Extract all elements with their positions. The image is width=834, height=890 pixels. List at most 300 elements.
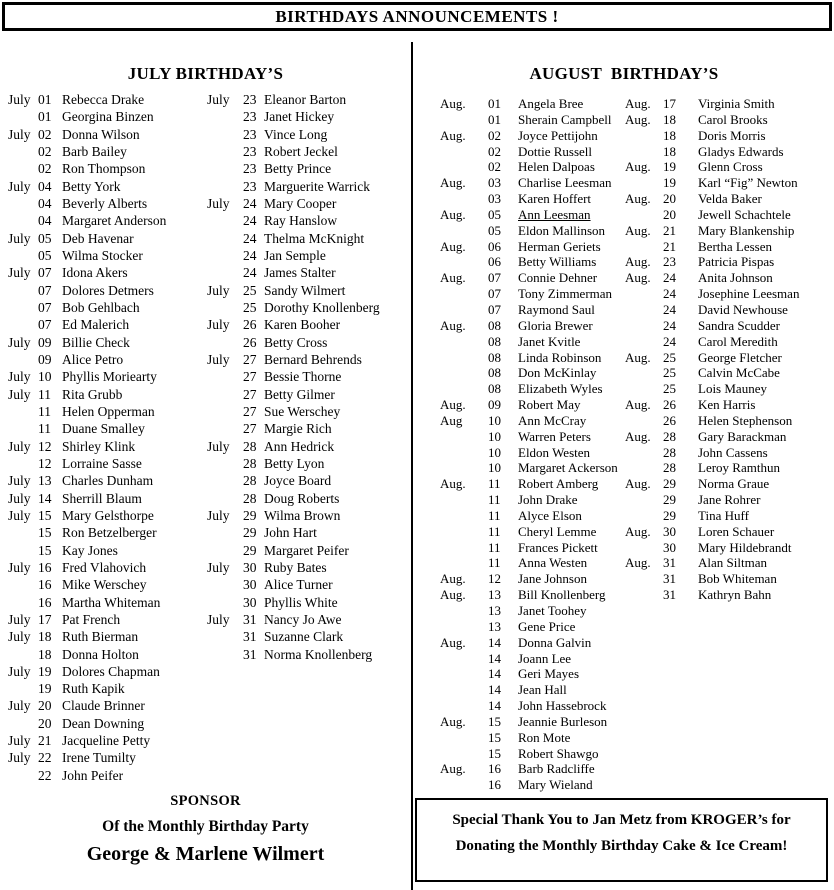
birthday-row: [207, 594, 407, 611]
day-label: 05: [488, 222, 501, 238]
day-label: 11: [38, 403, 51, 419]
birthday-row: [625, 540, 830, 556]
day-label: 18: [38, 646, 52, 662]
day-label: 09: [38, 351, 52, 367]
month-label: [207, 455, 243, 472]
day-label: 02: [488, 159, 501, 175]
birthday-row: [207, 490, 407, 507]
month-label: [440, 460, 488, 476]
day-label: 30: [243, 559, 257, 575]
day-label: 23: [243, 126, 257, 142]
name-label: Martha Whiteman: [62, 594, 161, 610]
name-label: Ken Harris: [698, 397, 756, 413]
birthday-row: [440, 175, 625, 191]
birthday-row: [625, 254, 830, 270]
birthday-row: [625, 571, 830, 587]
name-label: Leroy Ramthun: [698, 460, 780, 476]
day-label: 15: [38, 507, 52, 523]
day-label: 08: [488, 333, 501, 349]
birthday-row: [440, 635, 625, 651]
name-label: Doug Roberts: [264, 490, 340, 506]
month-label: [625, 540, 663, 556]
month-label: Aug.: [440, 761, 466, 777]
section-divider: [411, 42, 413, 890]
name-label: Duane Smalley: [62, 421, 145, 437]
name-label: Bob Whiteman: [698, 571, 777, 587]
day-label: 11: [38, 421, 51, 437]
name-label: Sue Werschey: [264, 403, 341, 419]
day-label: 19: [38, 681, 52, 697]
month-label: [625, 334, 663, 350]
birthday-row: [440, 445, 625, 461]
day-label: 11: [38, 386, 51, 402]
day-label: 11: [488, 476, 501, 492]
month-label: [8, 715, 38, 732]
month-label: [625, 175, 663, 191]
day-label: 18: [663, 143, 676, 159]
birthday-row: [625, 492, 830, 508]
birthday-row: [440, 112, 625, 128]
day-label: 17: [663, 96, 676, 111]
month-label: [8, 108, 38, 125]
august-column-2: [625, 96, 830, 603]
name-label: Marguerite Warrick: [264, 178, 370, 194]
name-label: Jeannie Burleson: [518, 713, 608, 729]
name-label: Rebecca Drake: [62, 92, 145, 107]
birthday-row: [8, 282, 204, 299]
birthday-row: [440, 381, 625, 397]
day-label: 29: [243, 525, 257, 541]
birthday-row: [440, 682, 625, 698]
name-label: Angela Bree: [518, 96, 584, 111]
day-label: 04: [38, 195, 52, 211]
month-label: [8, 316, 38, 333]
day-label: 24: [663, 301, 676, 317]
month-label: Aug.: [440, 175, 466, 191]
month-label: [8, 195, 38, 212]
birthday-row: [625, 555, 830, 571]
birthday-row: [207, 108, 407, 125]
birthday-row: [440, 334, 625, 350]
birthday-row: [207, 646, 407, 663]
name-label: Margaret Ackerson: [518, 460, 618, 476]
day-label: 08: [488, 365, 501, 381]
month-label: [207, 212, 243, 229]
birthday-row: [8, 178, 204, 195]
name-label: Rita Grubb: [62, 386, 123, 402]
month-label: [440, 666, 488, 682]
month-label: [625, 445, 663, 461]
birthday-row: [440, 318, 625, 334]
month-label: Aug.: [625, 191, 651, 207]
day-label: 31: [663, 571, 676, 587]
birthday-row: [625, 144, 830, 160]
birthday-row: [440, 239, 625, 255]
birthday-row: [625, 587, 830, 603]
month-label: [8, 143, 38, 160]
month-label: July: [8, 265, 31, 281]
birthday-row: [8, 160, 204, 177]
day-label: 10: [38, 369, 52, 385]
day-label: 22: [38, 767, 52, 783]
month-label: [625, 144, 663, 160]
day-label: 14: [488, 682, 501, 698]
day-label: 19: [663, 175, 676, 191]
name-label: Deb Havenar: [62, 230, 134, 246]
name-label: Ray Hanslow: [264, 213, 338, 229]
july-column-1: [8, 91, 204, 784]
name-label: Joyce Board: [264, 473, 332, 489]
name-label: Robert Amberg: [518, 476, 599, 492]
name-label: Robert Shawgo: [518, 745, 599, 761]
name-label: John Hart: [264, 525, 317, 541]
name-label: Glenn Cross: [698, 159, 763, 175]
name-label: Gene Price: [518, 618, 576, 634]
birthday-row: [8, 490, 204, 507]
month-label: [440, 381, 488, 397]
name-label: Frances Pickett: [518, 539, 598, 555]
birthday-row: [440, 144, 625, 160]
month-label: July: [207, 559, 230, 575]
day-label: 24: [663, 333, 676, 349]
name-label: Virginia Smith: [698, 96, 775, 111]
month-label: [8, 212, 38, 229]
birthday-row: [207, 160, 407, 177]
day-label: 10: [488, 412, 501, 428]
birthday-row: [440, 397, 625, 413]
name-label: Jan Semple: [264, 247, 326, 263]
name-label: Fred Vlahovich: [62, 559, 147, 575]
month-label: [207, 126, 243, 143]
month-label: [8, 282, 38, 299]
birthday-row: [440, 571, 625, 587]
month-label: July: [8, 507, 31, 523]
month-label: July: [8, 334, 31, 350]
name-label: John Drake: [518, 492, 578, 508]
month-label: [207, 230, 243, 247]
day-label: 28: [243, 473, 257, 489]
day-label: 09: [488, 397, 501, 413]
month-label: [625, 286, 663, 302]
month-label: [440, 159, 488, 175]
day-label: 21: [663, 238, 676, 254]
month-label: Aug.: [440, 96, 466, 111]
name-label: Irene Tumilty: [62, 750, 136, 766]
name-label: Lois Mauney: [698, 381, 767, 397]
day-label: 26: [663, 412, 676, 428]
name-label: Margaret Anderson: [62, 213, 167, 229]
day-label: 07: [38, 265, 52, 281]
month-label: [440, 429, 488, 445]
name-label: Norma Graue: [698, 476, 770, 492]
day-label: 08: [488, 381, 501, 397]
day-label: 23: [243, 109, 257, 125]
birthday-row: [625, 207, 830, 223]
thank-you-box: [415, 798, 828, 882]
month-label: Aug.: [440, 713, 466, 729]
name-label: Ron Betzelberger: [62, 525, 157, 541]
day-label: 13: [38, 473, 52, 489]
day-label: 27: [243, 369, 257, 385]
name-label: Phyllis Moriearty: [62, 369, 157, 385]
birthday-row: [207, 455, 407, 472]
month-label: July: [8, 733, 31, 749]
name-label: Phyllis White: [264, 594, 338, 610]
birthday-row: [625, 112, 830, 128]
month-label: [625, 239, 663, 255]
name-label: Mary Hildebrandt: [698, 539, 792, 555]
birthday-row: [440, 730, 625, 746]
day-label: 12: [488, 571, 501, 587]
month-label: July: [8, 473, 31, 489]
day-label: 15: [488, 729, 501, 745]
birthday-row: [440, 540, 625, 556]
day-label: 12: [38, 438, 52, 454]
name-label: Dolores Detmers: [62, 282, 154, 298]
name-label: David Newhouse: [698, 301, 788, 317]
month-label: [8, 524, 38, 541]
month-label: Aug.: [625, 270, 651, 286]
birthday-row: [440, 429, 625, 445]
month-label: [207, 160, 243, 177]
birthday-row: [8, 732, 204, 749]
name-label: Eleanor Barton: [264, 92, 347, 107]
birthday-row: [440, 191, 625, 207]
month-label: July: [207, 92, 230, 107]
day-label: 23: [243, 143, 257, 159]
name-label: Billie Check: [62, 334, 130, 350]
name-label: Tony Zimmerman: [518, 286, 613, 302]
name-label: Ron Thompson: [62, 161, 146, 177]
month-label: [207, 490, 243, 507]
name-label: Eldon Westen: [518, 444, 591, 460]
month-label: [440, 286, 488, 302]
month-label: Aug.: [440, 476, 466, 492]
month-label: [207, 178, 243, 195]
day-label: 11: [488, 492, 501, 508]
birthday-row: [207, 472, 407, 489]
birthday-row: [8, 576, 204, 593]
name-label: Betty Lyon: [264, 455, 325, 471]
month-label: Aug.: [625, 555, 651, 571]
month-label: [440, 619, 488, 635]
day-label: 02: [488, 127, 501, 143]
day-label: 30: [663, 523, 676, 539]
birthday-row: [207, 195, 407, 212]
birthday-row: [440, 698, 625, 714]
name-label: Joann Lee: [518, 650, 572, 666]
birthday-row: [207, 611, 407, 628]
name-label: Jane Johnson: [518, 571, 587, 587]
month-label: [440, 144, 488, 160]
birthday-row: [625, 159, 830, 175]
month-label: July: [8, 611, 31, 627]
month-label: July: [8, 698, 31, 714]
birthday-row: [207, 420, 407, 437]
july-heading: JULY BIRTHDAY’S: [127, 64, 284, 83]
month-label: [440, 223, 488, 239]
day-label: 22: [38, 750, 52, 766]
day-label: 12: [38, 455, 52, 471]
birthday-row: [207, 403, 407, 420]
day-label: 30: [243, 594, 257, 610]
day-label: 14: [488, 698, 501, 714]
name-label: Helen Dalpoas: [518, 159, 595, 175]
day-label: 07: [488, 286, 501, 302]
day-label: 29: [663, 476, 676, 492]
month-label: July: [8, 559, 31, 575]
birthday-row: [625, 413, 830, 429]
birthday-row: [440, 286, 625, 302]
name-label: Idona Akers: [62, 265, 128, 281]
birthday-row: [8, 472, 204, 489]
day-label: 26: [243, 334, 257, 350]
birthday-row: [440, 714, 625, 730]
day-label: 20: [38, 715, 52, 731]
day-label: 11: [488, 523, 501, 539]
month-label: [207, 472, 243, 489]
month-label: [440, 112, 488, 128]
birthday-row: [625, 223, 830, 239]
day-label: 16: [488, 777, 501, 793]
name-label: Sandra Scudder: [698, 317, 780, 333]
month-label: July: [207, 507, 230, 523]
name-label: Connie Dehner: [518, 270, 598, 286]
birthday-row: [207, 386, 407, 403]
birthday-row: [625, 508, 830, 524]
month-label: Aug.: [440, 270, 466, 286]
name-label: Mary Wieland: [518, 777, 593, 793]
month-label: [207, 628, 243, 645]
name-label: Raymond Saul: [518, 301, 595, 317]
sponsor-subheading: Of the Monthly Birthday Party: [102, 818, 309, 835]
day-label: 05: [38, 247, 52, 263]
month-label: [440, 540, 488, 556]
day-label: 07: [38, 317, 52, 333]
birthday-row: [8, 91, 204, 108]
month-label: [625, 207, 663, 223]
name-label: Joyce Pettijohn: [518, 127, 598, 143]
birthday-row: [8, 594, 204, 611]
birthday-row: [440, 619, 625, 635]
birthday-row: [625, 381, 830, 397]
day-label: 01: [38, 92, 52, 107]
month-label: Aug.: [440, 587, 466, 603]
birthday-row: [625, 270, 830, 286]
birthday-row: [440, 128, 625, 144]
name-label: James Stalter: [264, 265, 336, 281]
day-label: 23: [243, 92, 257, 107]
birthday-row: [440, 254, 625, 270]
birthday-row: [8, 247, 204, 264]
day-label: 01: [488, 96, 501, 111]
day-label: 21: [38, 733, 52, 749]
name-label: Sherrill Blaum: [62, 490, 142, 506]
name-label: Ann McCray: [518, 412, 587, 428]
birthday-row: [8, 542, 204, 559]
name-label: Kay Jones: [62, 542, 118, 558]
month-label: July: [8, 490, 31, 506]
month-label: Aug.: [625, 111, 651, 127]
day-label: 14: [488, 634, 501, 650]
name-label: Warren Peters: [518, 428, 591, 444]
day-label: 28: [663, 460, 676, 476]
day-label: 03: [488, 191, 501, 207]
day-label: 13: [488, 618, 501, 634]
day-label: 11: [488, 507, 501, 523]
month-label: [625, 318, 663, 334]
month-label: [625, 492, 663, 508]
month-label: July: [207, 438, 230, 454]
day-label: 25: [663, 365, 676, 381]
name-label: Eldon Mallinson: [518, 222, 606, 238]
day-label: 08: [488, 349, 501, 365]
birthday-row: [8, 749, 204, 766]
birthday-row: [8, 663, 204, 680]
birthday-row: [207, 91, 407, 108]
birthday-row: [207, 264, 407, 281]
day-label: 26: [243, 317, 257, 333]
birthday-row: [440, 207, 625, 223]
month-label: July: [207, 282, 230, 298]
day-label: 27: [243, 351, 257, 367]
name-label: Dorothy Knollenberg: [264, 299, 380, 315]
name-label: Charles Dunham: [62, 473, 154, 489]
name-label: Carol Brooks: [698, 111, 768, 127]
day-label: 31: [243, 629, 257, 645]
day-label: 23: [243, 178, 257, 194]
birthday-row: [440, 302, 625, 318]
birthday-row: [440, 223, 625, 239]
birthday-row: [440, 761, 625, 777]
birthday-row: [440, 492, 625, 508]
day-label: 02: [38, 143, 52, 159]
month-label: Aug.: [625, 159, 651, 175]
birthday-row: [440, 651, 625, 667]
birthday-row: [625, 476, 830, 492]
name-label: Georgina Binzen: [62, 109, 154, 125]
august-column-1: [440, 96, 625, 793]
day-label: 10: [488, 428, 501, 444]
name-label: Alyce Elson: [518, 507, 582, 523]
birthday-row: [8, 264, 204, 281]
birthday-row: [440, 365, 625, 381]
name-label: Ed Malerich: [62, 317, 130, 333]
month-label: [440, 365, 488, 381]
month-label: [625, 381, 663, 397]
month-label: July: [207, 351, 230, 367]
day-label: 15: [38, 525, 52, 541]
month-label: Aug.: [625, 349, 651, 365]
month-label: [8, 455, 38, 472]
day-label: 29: [243, 507, 257, 523]
birthday-row: [207, 334, 407, 351]
day-label: 16: [38, 594, 52, 610]
month-label: [440, 524, 488, 540]
birthday-row: [8, 611, 204, 628]
month-label: Aug: [440, 412, 463, 428]
name-label: Mary Cooper: [264, 195, 337, 211]
day-label: 06: [488, 238, 501, 254]
month-label: July: [8, 230, 31, 246]
name-label: Mike Werschey: [62, 577, 147, 593]
name-label: Herman Geriets: [518, 238, 601, 254]
name-label: Barb Radcliffe: [518, 761, 595, 777]
day-label: 31: [663, 587, 676, 603]
month-label: [440, 698, 488, 714]
day-label: 20: [663, 191, 676, 207]
month-label: July: [8, 369, 31, 385]
